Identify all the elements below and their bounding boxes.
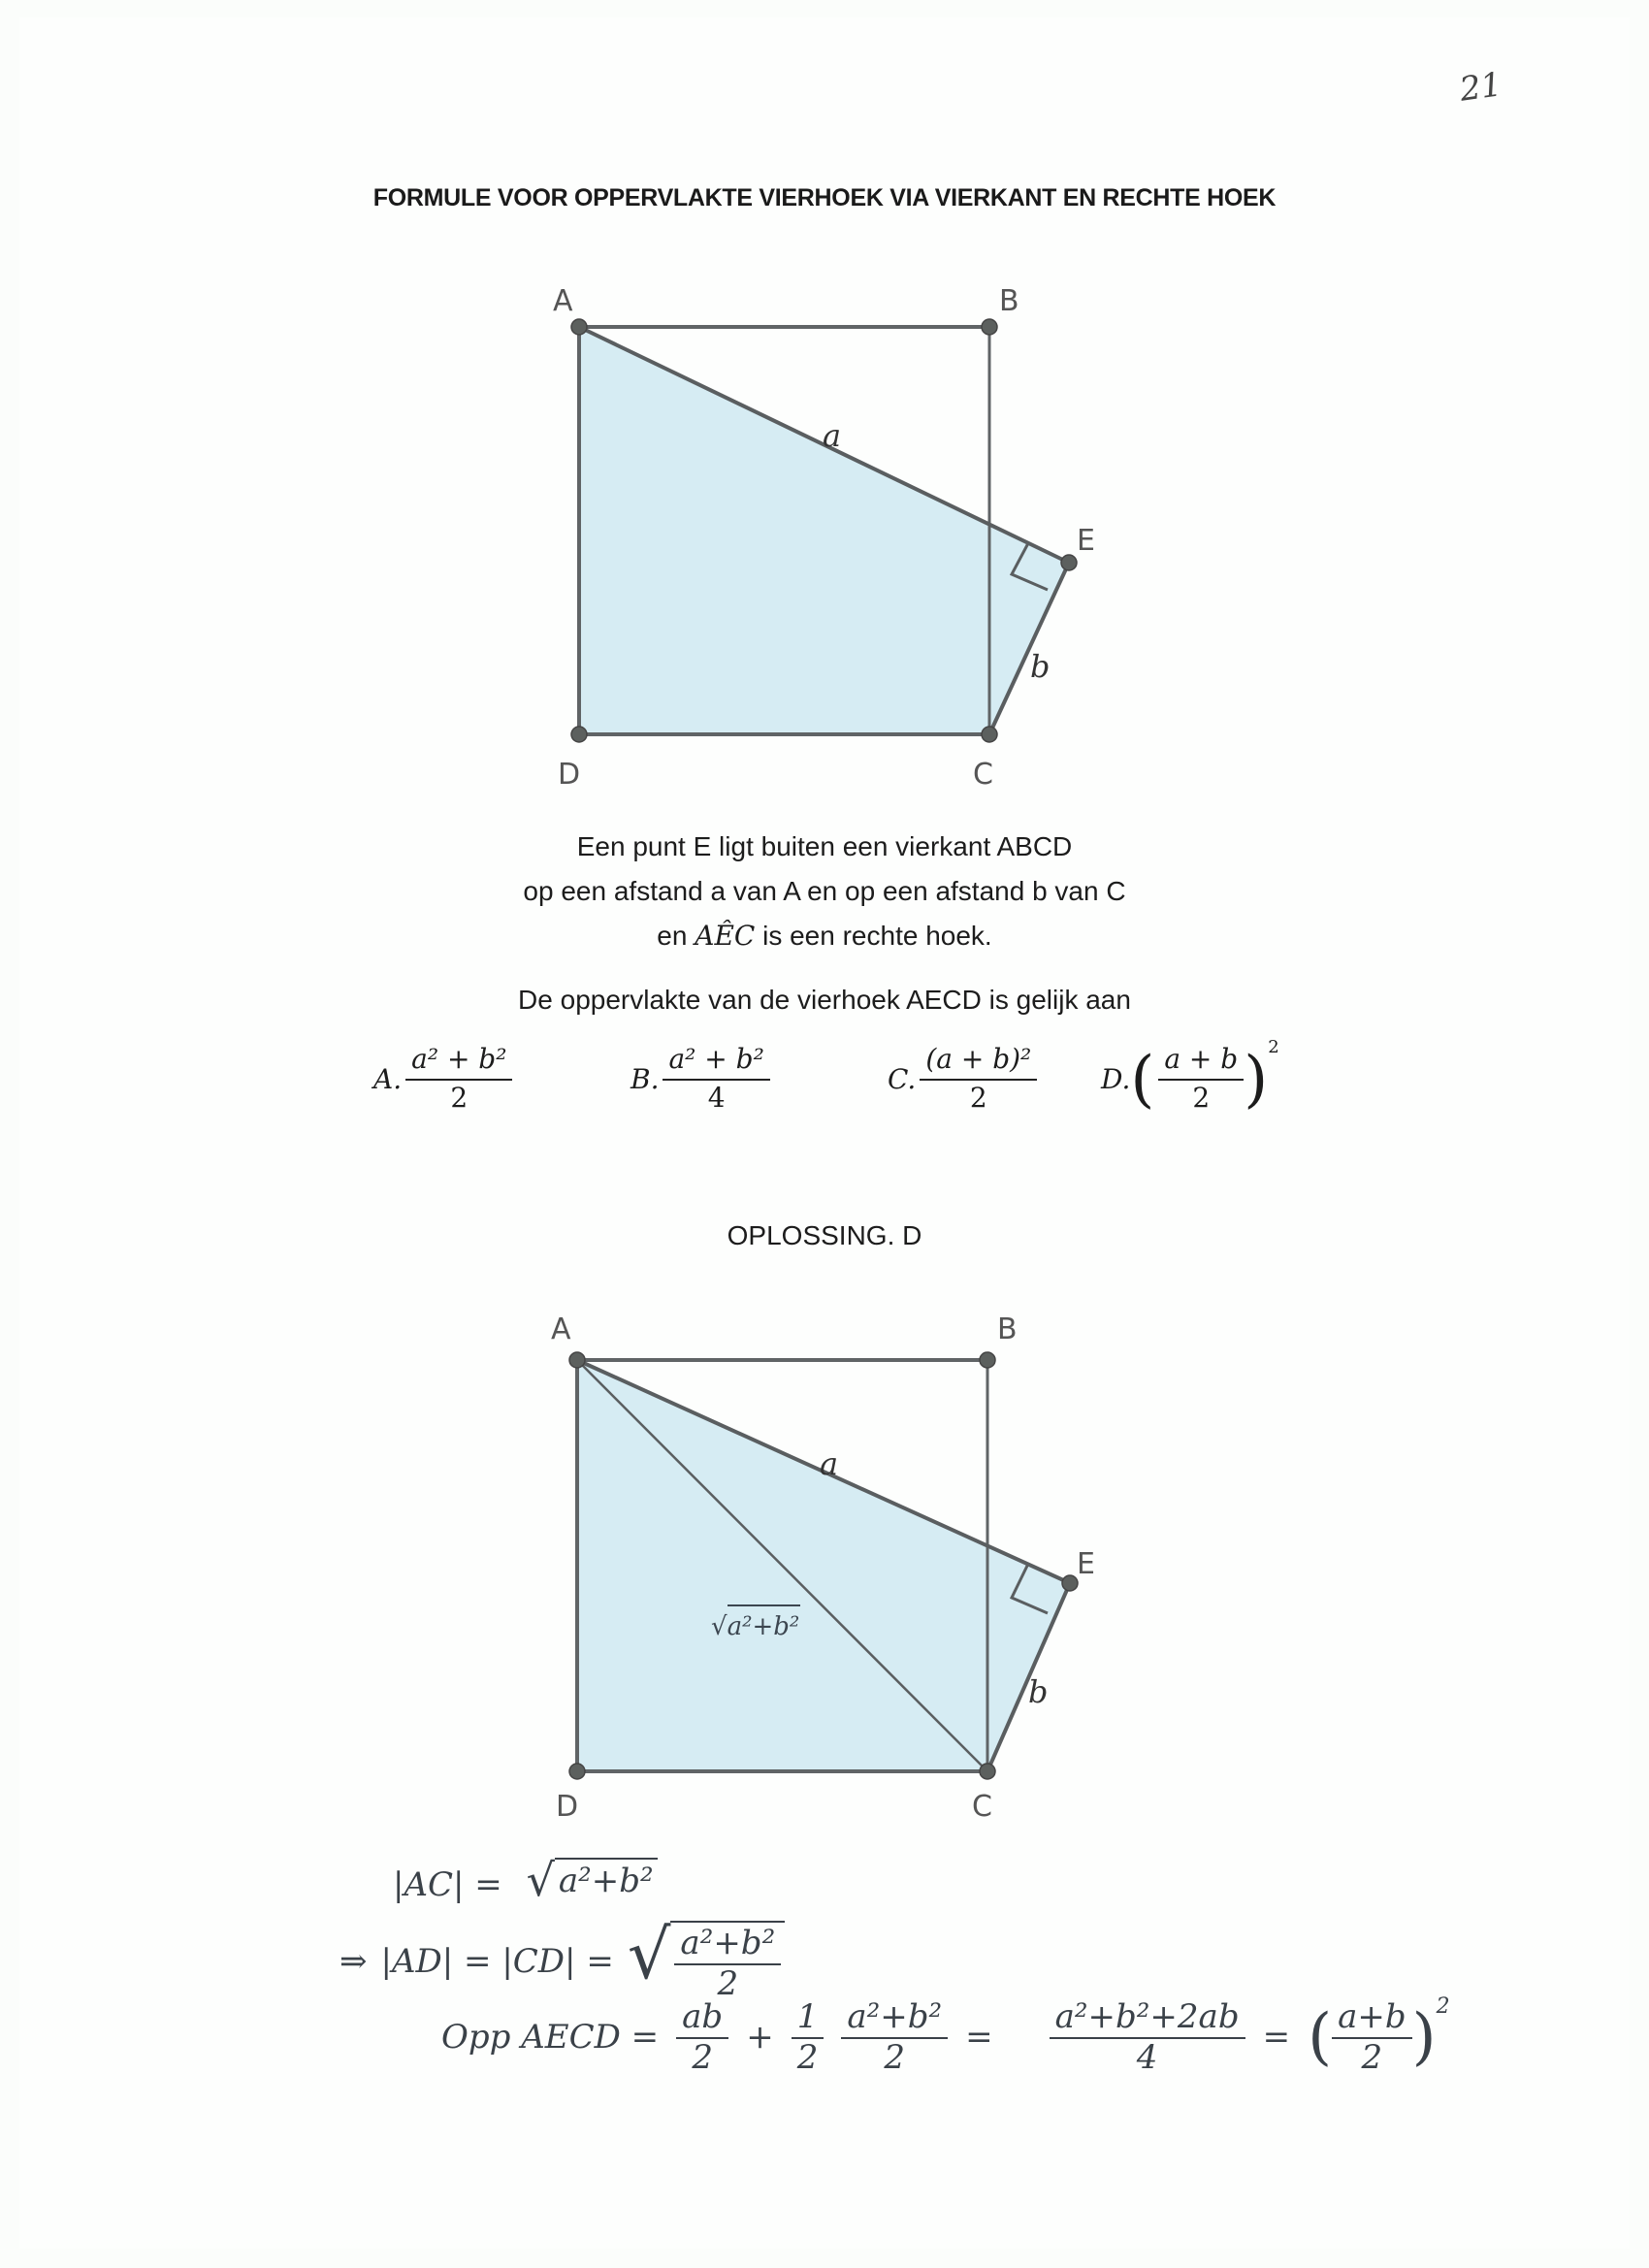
label-e: E: [1077, 524, 1095, 558]
quadrilateral-aecd: [577, 1360, 1070, 1771]
problem-line-2: op een afstand a van A en op een afstand b van C: [523, 876, 1126, 906]
label-segment-b: b: [1028, 1673, 1049, 1710]
page-number: 21: [1457, 65, 1504, 110]
problem-statement: [0, 825, 1649, 958]
label-segment-b: b: [1030, 648, 1051, 685]
point-e: [1062, 1575, 1078, 1591]
angle-aec: AÊC: [695, 920, 756, 952]
option-b: B. $\frac{\text{a² + b²}}{4}$: [630, 1043, 770, 1116]
label-a: A: [553, 284, 573, 318]
label-diagonal-ac: √a²+b²: [711, 1612, 800, 1641]
label-d: D: [558, 758, 581, 792]
point-a: [569, 1352, 585, 1368]
label-a: A: [551, 1312, 571, 1346]
point-a: [571, 319, 587, 335]
point-b: [982, 319, 997, 335]
handwritten-line-3: Opp AECD = $\frac{ab}{2}$ + $\frac{1}{2}$ $\frac{\text{a²+b²}}{2}$ = $\frac{\text{a²+b²+2ab}}{4}$ = ( $\frac{a+b}{2}$ ) 2: [441, 1994, 1450, 2077]
label-b: B: [999, 284, 1019, 318]
label-segment-a: a: [820, 1445, 839, 1482]
diagram-problem: [524, 272, 1125, 805]
label-segment-a: a: [823, 417, 842, 454]
handwritten-line-2: ⇒ |AD| = |CD| = √ $\frac{\text{a²+b²}}{2}$: [340, 1921, 785, 2002]
problem-line-3: en AÊC is een rechte hoek.: [657, 920, 992, 952]
point-d: [569, 1764, 585, 1779]
implies-arrow: ⇒: [340, 1942, 368, 1981]
handwritten-line-1: |AC| = √ a²+b²: [393, 1858, 658, 1904]
label-d: D: [556, 1790, 579, 1824]
point-c: [982, 727, 997, 742]
point-c: [980, 1764, 995, 1779]
option-c: C. $\frac{\text{(a + b)²}}{2}$: [888, 1043, 1037, 1116]
label-c: C: [972, 1790, 992, 1824]
page-title: FORMULE VOOR OPPERVLAKTE VIERHOEK VIA VIERKANT EN RECHTE HOEK: [372, 184, 1277, 211]
diagram-solution: [524, 1310, 1125, 1833]
solution-title: OPLOSSING. D: [727, 1220, 922, 1250]
point-b: [980, 1352, 995, 1368]
quadrilateral-aecd: [579, 327, 1069, 734]
label-e: E: [1077, 1547, 1095, 1581]
problem-line-1: Een punt E ligt buiten een vierkant ABCD: [576, 831, 1073, 861]
point-e: [1061, 555, 1077, 570]
label-b: B: [997, 1312, 1018, 1346]
problem-question: De oppervlakte van de vierhoek AECD is gelijk aan: [518, 985, 1131, 1015]
label-c: C: [973, 758, 993, 792]
point-d: [571, 727, 587, 742]
option-a: A. $\frac{\text{a² + b²}}{2}$: [373, 1043, 512, 1116]
option-d: D. ( $\frac{a + b}{2}$ ) 2: [1101, 1037, 1279, 1116]
